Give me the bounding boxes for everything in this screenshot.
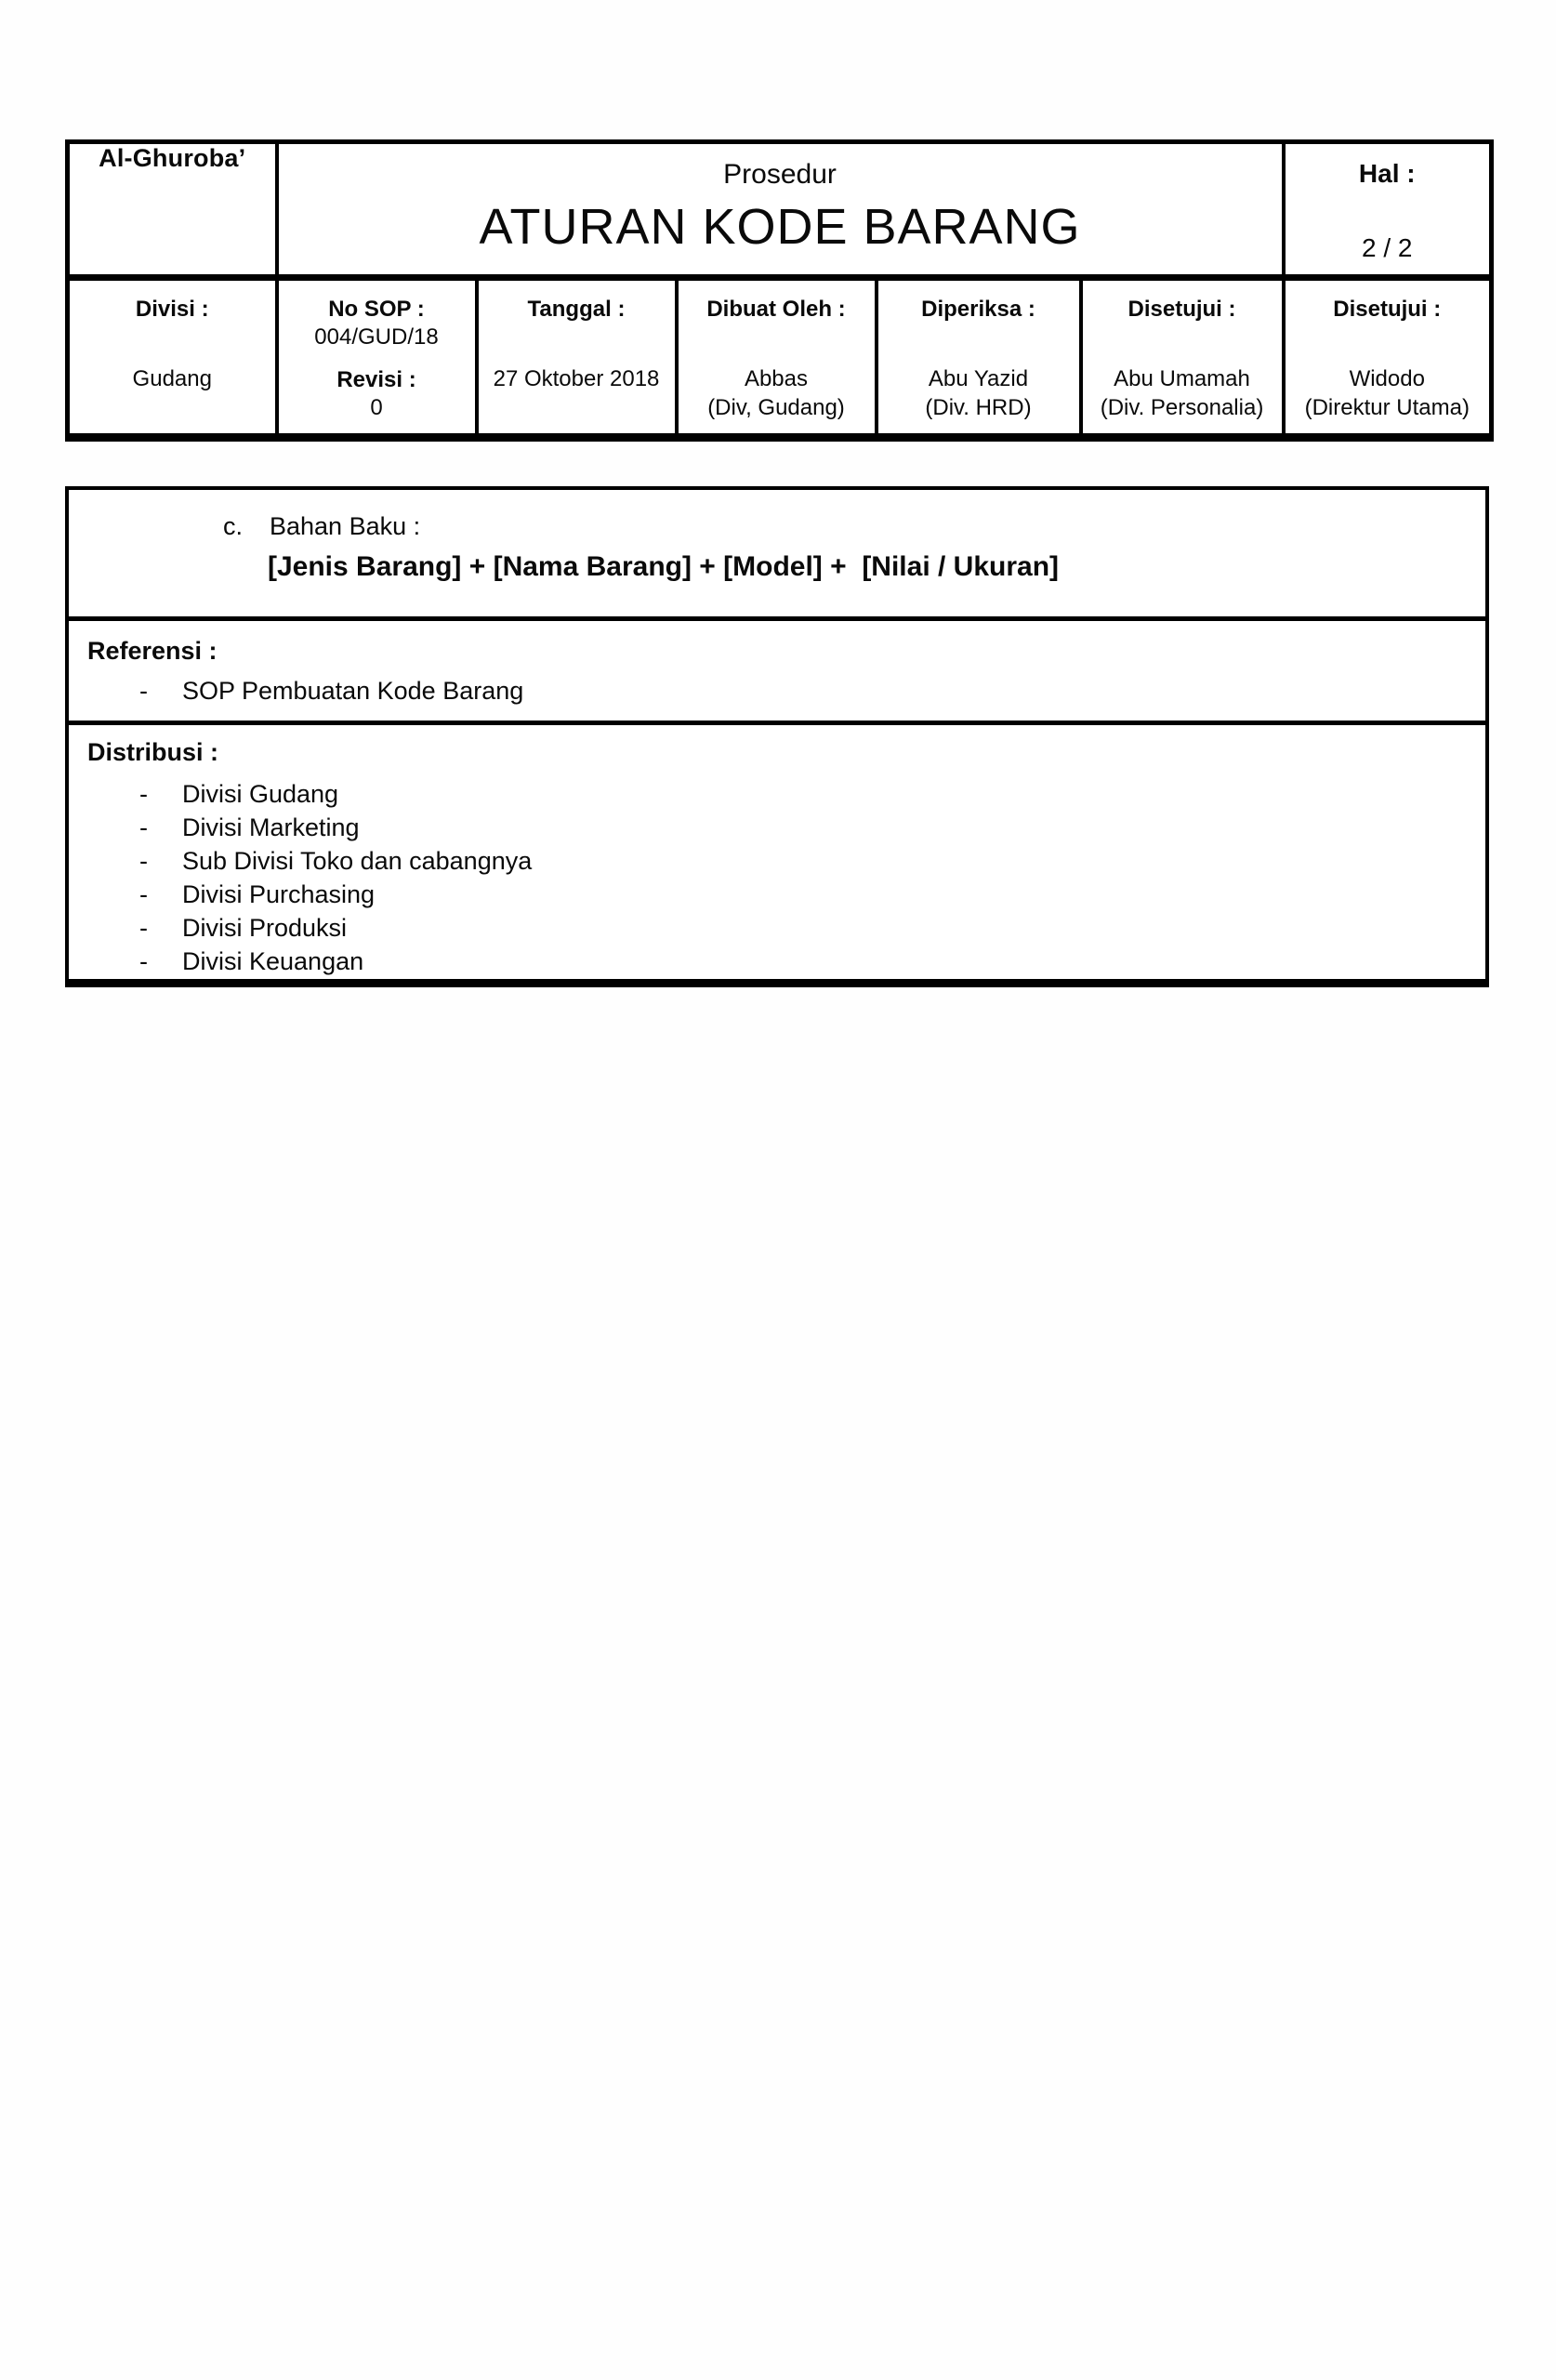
org-cell [68, 142, 277, 278]
tanggal-value: 27 Oktober 2018 [493, 366, 660, 391]
dibuat-oleh-role: (Div, Gudang) [707, 395, 845, 420]
dibuat-oleh-name: Abbas [744, 366, 809, 391]
revisi-value: 0 [370, 395, 383, 420]
list-item [69, 945, 1485, 978]
tanggal-label: Tanggal : [527, 297, 626, 322]
disetujui-2-name: Widodo [1349, 366, 1425, 391]
divisi-role-spacer [133, 393, 212, 422]
divisi-cell [68, 278, 277, 438]
title-cell [277, 142, 1284, 278]
disetujui-1-cell [1081, 278, 1284, 438]
distribusi-list [69, 777, 1485, 978]
distribusi-item-text: Divisi Marketing [182, 813, 360, 841]
distribusi-item-text: Divisi Gudang [182, 780, 339, 808]
page-number-cell [1284, 142, 1492, 278]
dash-bullet: - [139, 880, 148, 908]
section-distribusi [69, 721, 1485, 979]
disetujui-1-role: (Div. Personalia) [1100, 395, 1264, 420]
diperiksa-name: Abu Yazid [928, 366, 1029, 391]
no-sop-cell [277, 278, 477, 438]
page-label: Hal : [1358, 159, 1416, 188]
list-item [69, 911, 1485, 945]
item-formula: [Jenis Barang] + [Nama Barang] + [Model] + [Nilai / Ukuran] [268, 551, 1060, 582]
header-table [65, 139, 1494, 442]
dash-bullet: - [139, 813, 148, 841]
doc-title: ATURAN KODE BARANG [479, 199, 1081, 255]
diperiksa-cell [877, 278, 1081, 438]
dibuat-oleh-label: Dibuat Oleh : [706, 297, 846, 322]
list-item [69, 777, 1485, 811]
list-item [69, 674, 1485, 707]
referensi-item-text: SOP Pembuatan Kode Barang [182, 677, 524, 705]
item-title: Bahan Baku : [270, 512, 421, 540]
section-bahan-baku [69, 490, 1485, 616]
dash-bullet: - [139, 847, 148, 875]
divisi-label: Divisi : [135, 297, 209, 322]
disetujui-1-label: Disetujui : [1127, 297, 1236, 322]
list-item [69, 811, 1485, 844]
content-box [65, 486, 1489, 987]
referensi-label: Referensi : [87, 637, 218, 665]
tanggal-cell [477, 278, 677, 438]
list-item [69, 844, 1485, 878]
revisi-label: Revisi : [336, 367, 416, 392]
distribusi-item-text: Divisi Keuangan [182, 947, 364, 975]
disetujui-2-cell [1284, 278, 1492, 438]
disetujui-1-name: Abu Umamah [1114, 366, 1250, 391]
no-sop-value: 004/GUD/18 [314, 324, 439, 350]
disetujui-2-label: Disetujui : [1333, 297, 1442, 322]
divisi-value: Gudang [132, 366, 212, 391]
distribusi-item-text: Sub Divisi Toko dan cabangnya [182, 847, 533, 875]
list-item [69, 878, 1485, 911]
dash-bullet: - [139, 947, 148, 975]
no-sop-label: No SOP : [328, 297, 425, 322]
section-referensi [69, 616, 1485, 721]
dibuat-oleh-cell [677, 278, 877, 438]
org-name: Al-Ghuroba’ [99, 144, 246, 172]
distribusi-item-text: Divisi Purchasing [182, 880, 376, 908]
disetujui-2-role: (Direktur Utama) [1304, 395, 1470, 420]
doc-subtitle: Prosedur [723, 159, 837, 190]
diperiksa-label: Diperiksa : [921, 297, 1035, 322]
dash-bullet: - [139, 780, 148, 808]
item-marker: c. [223, 512, 244, 540]
distribusi-label: Distribusi : [87, 738, 219, 766]
distribusi-item-text: Divisi Produksi [182, 914, 348, 942]
dash-bullet: - [139, 677, 148, 705]
diperiksa-role: (Div. HRD) [925, 395, 1032, 420]
page-value: 2 / 2 [1362, 233, 1413, 262]
dash-bullet: - [139, 914, 148, 942]
tanggal-role-spacer [494, 393, 660, 422]
